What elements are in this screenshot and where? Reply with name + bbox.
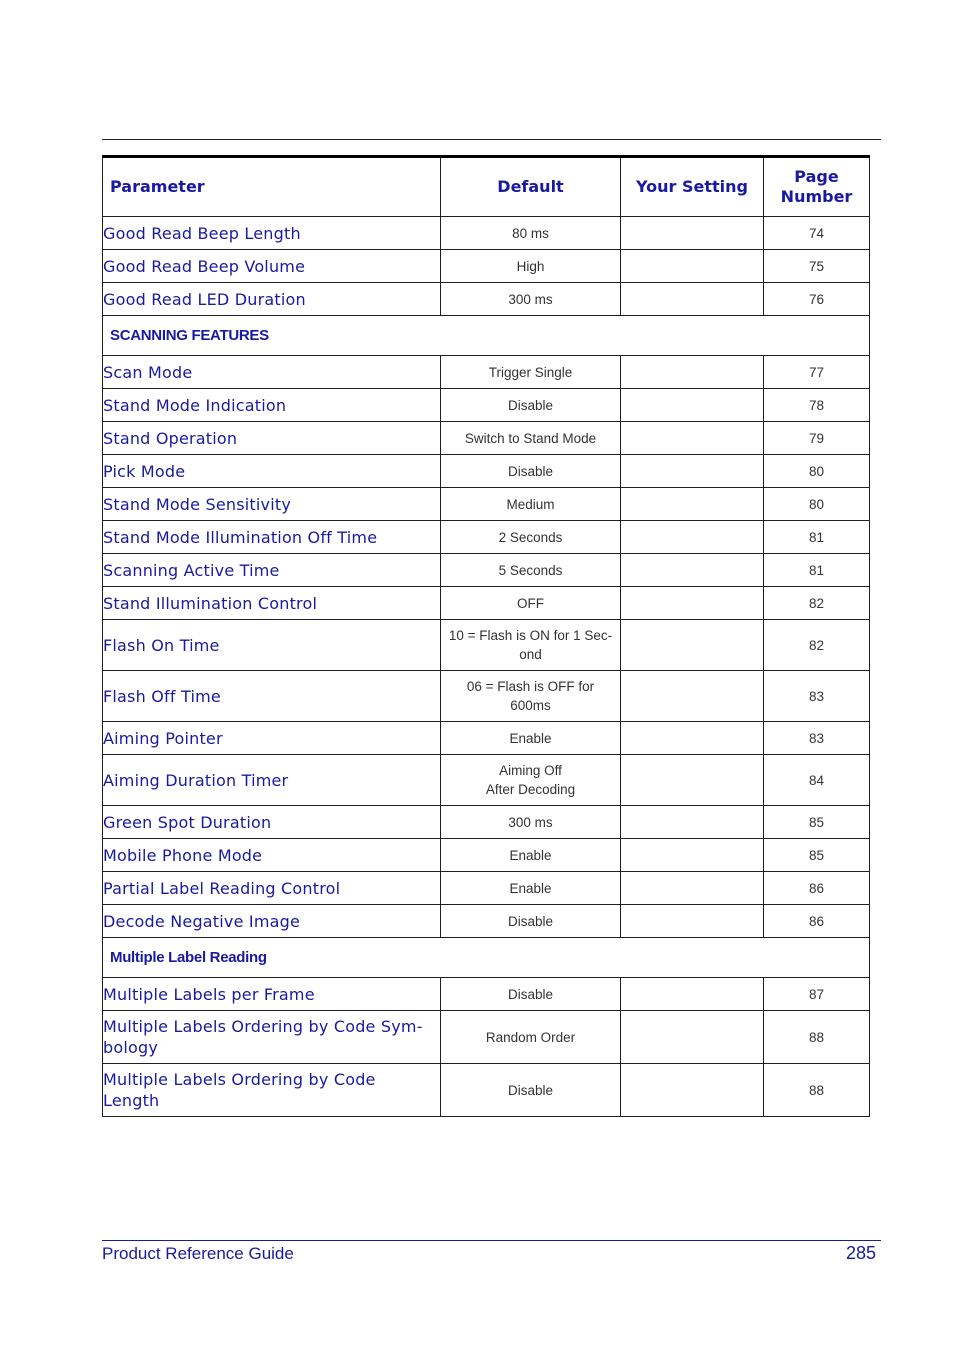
parameter-link[interactable]: Mobile Phone Mode xyxy=(103,839,441,872)
footer-rule xyxy=(102,1240,881,1241)
your-setting-cell xyxy=(621,905,764,938)
parameter-link[interactable]: Decode Negative Image xyxy=(103,905,441,938)
page-number: 82 xyxy=(764,620,870,671)
parameter-link[interactable]: Multiple Labels per Frame xyxy=(103,978,441,1011)
page-number: 83 xyxy=(764,671,870,722)
default-value: Enable xyxy=(441,839,621,872)
table-row xyxy=(103,455,870,488)
your-setting-cell xyxy=(621,620,764,671)
parameter-link[interactable]: Good Read Beep Length xyxy=(103,217,441,250)
table-row xyxy=(103,356,870,389)
header-page-line1: Page xyxy=(794,167,839,186)
table-row xyxy=(103,217,870,250)
footer-title: Product Reference Guide xyxy=(102,1244,294,1263)
table-row xyxy=(103,1011,870,1064)
table-row xyxy=(103,806,870,839)
default-value: Disable xyxy=(441,389,621,422)
header-page-number xyxy=(764,157,870,217)
your-setting-cell xyxy=(621,978,764,1011)
your-setting-cell xyxy=(621,872,764,905)
parameter-link[interactable]: Partial Label Reading Control xyxy=(103,872,441,905)
your-setting-cell xyxy=(621,1011,764,1064)
page-number: 85 xyxy=(764,806,870,839)
your-setting-cell xyxy=(621,755,764,806)
default-value-line1: 10 = Flash is ON for 1 Sec- xyxy=(448,628,613,643)
your-setting-cell xyxy=(621,283,764,316)
table-row xyxy=(103,671,870,722)
default-value-line1: Aiming Off xyxy=(499,763,562,778)
parameter-link[interactable]: Scanning Active Time xyxy=(103,554,441,587)
parameter-link[interactable]: Good Read Beep Volume xyxy=(103,250,441,283)
parameter-table xyxy=(102,155,870,1117)
default-value: Medium xyxy=(441,488,621,521)
header-parameter: Parameter xyxy=(103,157,441,217)
your-setting-cell xyxy=(621,488,764,521)
table-row xyxy=(103,872,870,905)
default-value-line1: 06 = Flash is OFF for xyxy=(466,679,595,694)
page-number: 78 xyxy=(764,389,870,422)
your-setting-cell xyxy=(621,722,764,755)
page-number: 77 xyxy=(764,356,870,389)
table-row xyxy=(103,1064,870,1117)
page-number: 85 xyxy=(764,839,870,872)
page-number: 80 xyxy=(764,488,870,521)
your-setting-cell xyxy=(621,455,764,488)
parameter-link[interactable]: Stand Mode Sensitivity xyxy=(103,488,441,521)
parameter-link[interactable]: Aiming Pointer xyxy=(103,722,441,755)
table-row xyxy=(103,722,870,755)
default-value xyxy=(441,671,621,722)
page-number: 87 xyxy=(764,978,870,1011)
default-value-line2: 600ms xyxy=(510,698,551,713)
parameter-link[interactable] xyxy=(103,1011,441,1064)
default-value xyxy=(441,755,621,806)
parameter-line2: Length xyxy=(103,1091,160,1110)
your-setting-cell xyxy=(621,356,764,389)
section-title-multiple-label-reading: Multiple Label Reading xyxy=(103,938,870,978)
section-title-scanning-features: SCANNING FEATURES xyxy=(103,316,870,356)
default-value-line2: ond xyxy=(519,647,542,662)
header-default: Default xyxy=(441,157,621,217)
parameter-link[interactable]: Scan Mode xyxy=(103,356,441,389)
parameter-link[interactable]: Stand Operation xyxy=(103,422,441,455)
table-row xyxy=(103,755,870,806)
your-setting-cell xyxy=(621,217,764,250)
table-row xyxy=(103,620,870,671)
page-number: 83 xyxy=(764,722,870,755)
table-row xyxy=(103,554,870,587)
default-value: OFF xyxy=(441,587,621,620)
parameter-link[interactable]: Flash On Time xyxy=(103,620,441,671)
default-value: Disable xyxy=(441,455,621,488)
table-row xyxy=(103,587,870,620)
your-setting-cell xyxy=(621,554,764,587)
your-setting-cell xyxy=(621,521,764,554)
default-value: Disable xyxy=(441,1064,621,1117)
parameter-link[interactable]: Stand Mode Indication xyxy=(103,389,441,422)
page-number: 79 xyxy=(764,422,870,455)
table-row xyxy=(103,905,870,938)
table-header-row xyxy=(103,157,870,217)
page-number: 81 xyxy=(764,521,870,554)
your-setting-cell xyxy=(621,806,764,839)
default-value: 2 Seconds xyxy=(441,521,621,554)
page-number: 82 xyxy=(764,587,870,620)
footer-page-number: 285 xyxy=(845,1243,876,1263)
parameter-link[interactable]: Pick Mode xyxy=(103,455,441,488)
default-value: 300 ms xyxy=(441,283,621,316)
table-row xyxy=(103,488,870,521)
your-setting-cell xyxy=(621,587,764,620)
header-page-line2: Number xyxy=(780,187,853,206)
section-row xyxy=(103,316,870,356)
default-value: Random Order xyxy=(441,1011,621,1064)
page-number: 74 xyxy=(764,217,870,250)
table-row xyxy=(103,250,870,283)
section-row xyxy=(103,938,870,978)
page-number: 88 xyxy=(764,1011,870,1064)
default-value: Enable xyxy=(441,872,621,905)
default-value: Switch to Stand Mode xyxy=(441,422,621,455)
table-row xyxy=(103,521,870,554)
page-number: 76 xyxy=(764,283,870,316)
header-rule xyxy=(102,139,881,140)
page-number: 86 xyxy=(764,905,870,938)
parameter-link[interactable]: Good Read LED Duration xyxy=(103,283,441,316)
parameter-link[interactable]: Flash Off Time xyxy=(103,671,441,722)
your-setting-cell xyxy=(621,389,764,422)
parameter-link[interactable] xyxy=(103,1064,441,1117)
your-setting-cell xyxy=(621,422,764,455)
your-setting-cell xyxy=(621,250,764,283)
page-number: 81 xyxy=(764,554,870,587)
your-setting-cell xyxy=(621,671,764,722)
default-value xyxy=(441,620,621,671)
default-value-line2: After Decoding xyxy=(485,782,576,797)
page-number: 86 xyxy=(764,872,870,905)
table-row xyxy=(103,283,870,316)
parameter-link[interactable]: Stand Illumination Control xyxy=(103,587,441,620)
table-row xyxy=(103,422,870,455)
default-value: Enable xyxy=(441,722,621,755)
your-setting-cell xyxy=(621,839,764,872)
your-setting-cell xyxy=(621,1064,764,1117)
default-value: High xyxy=(441,250,621,283)
table-row xyxy=(103,839,870,872)
default-value: 80 ms xyxy=(441,217,621,250)
page-number: 84 xyxy=(764,755,870,806)
default-value: Trigger Single xyxy=(441,356,621,389)
default-value: Disable xyxy=(441,978,621,1011)
default-value: 5 Seconds xyxy=(441,554,621,587)
default-value: 300 ms xyxy=(441,806,621,839)
page-number: 80 xyxy=(764,455,870,488)
table-row xyxy=(103,389,870,422)
parameter-link[interactable]: Aiming Duration Timer xyxy=(103,755,441,806)
page-number: 75 xyxy=(764,250,870,283)
parameter-line1: Multiple Labels Ordering by Code Sym- xyxy=(103,1017,423,1036)
parameter-link[interactable]: Green Spot Duration xyxy=(103,806,441,839)
parameter-line2: bology xyxy=(103,1038,159,1057)
table-row xyxy=(103,978,870,1011)
page-number: 88 xyxy=(764,1064,870,1117)
default-value: Disable xyxy=(441,905,621,938)
parameter-link[interactable]: Stand Mode Illumination Off Time xyxy=(103,521,441,554)
header-your-setting: Your Setting xyxy=(621,157,764,217)
parameter-line1: Multiple Labels Ordering by Code xyxy=(103,1070,376,1089)
